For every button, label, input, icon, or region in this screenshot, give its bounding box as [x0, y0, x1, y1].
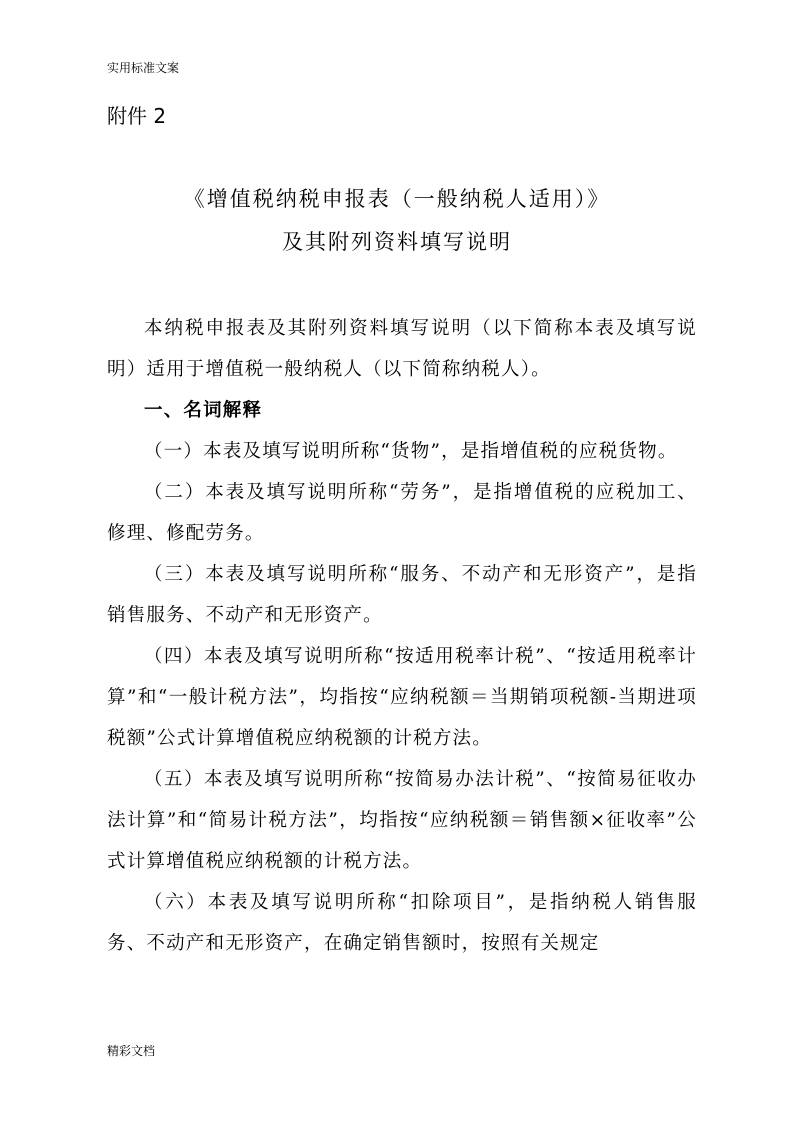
definition-paragraph: （二）本表及填写说明所称“劳务”，是指增值税的应税加工、修理、修配劳务。	[107, 482, 697, 544]
document-title-line-2: 及其附列资料填写说明	[282, 230, 512, 254]
document-body	[107, 308, 697, 964]
definition-paragraph: （一）本表及填写说明所称“货物”，是指增值税的应税货物。	[144, 441, 678, 462]
attachment-label: 附件 2	[107, 104, 167, 128]
intro-paragraph: 本纳税申报表及其附列资料填写说明（以下简称本表及填写说明）适用于增值税一般纳税人（以下简称纳税人）。	[107, 318, 697, 380]
definition-paragraph: （四）本表及填写说明所称“按适用税率计税”、“按适用税率计算”和“一般计税方法”，均指按“应纳税额＝当期销项税额-当期进项税额”公式计算增值税应纳税额的计税方法。	[107, 646, 697, 749]
definition-paragraph: （六）本表及填写说明所称“扣除项目”，是指纳税人销售服务、不动产和无形资产，在确定销售额时，按照有关规定	[107, 892, 697, 954]
definition-paragraph: （五）本表及填写说明所称“按简易办法计税”、“按简易征收办法计算”和“简易计税方法”，均指按“应纳税额＝销售额×征收率”公式计算增值税应纳税额的计税方法。	[107, 769, 697, 872]
section-heading: 一、名词解释	[144, 400, 263, 421]
document-title-line-1: 《增值税纳税申报表（一般纳税人适用）》	[183, 187, 611, 211]
page-header: 实用标准文案	[107, 61, 180, 75]
page-footer: 精彩文档	[107, 1044, 156, 1058]
definition-paragraph: （三）本表及填写说明所称“服务、不动产和无形资产”，是指销售服务、不动产和无形资产。	[107, 564, 697, 626]
